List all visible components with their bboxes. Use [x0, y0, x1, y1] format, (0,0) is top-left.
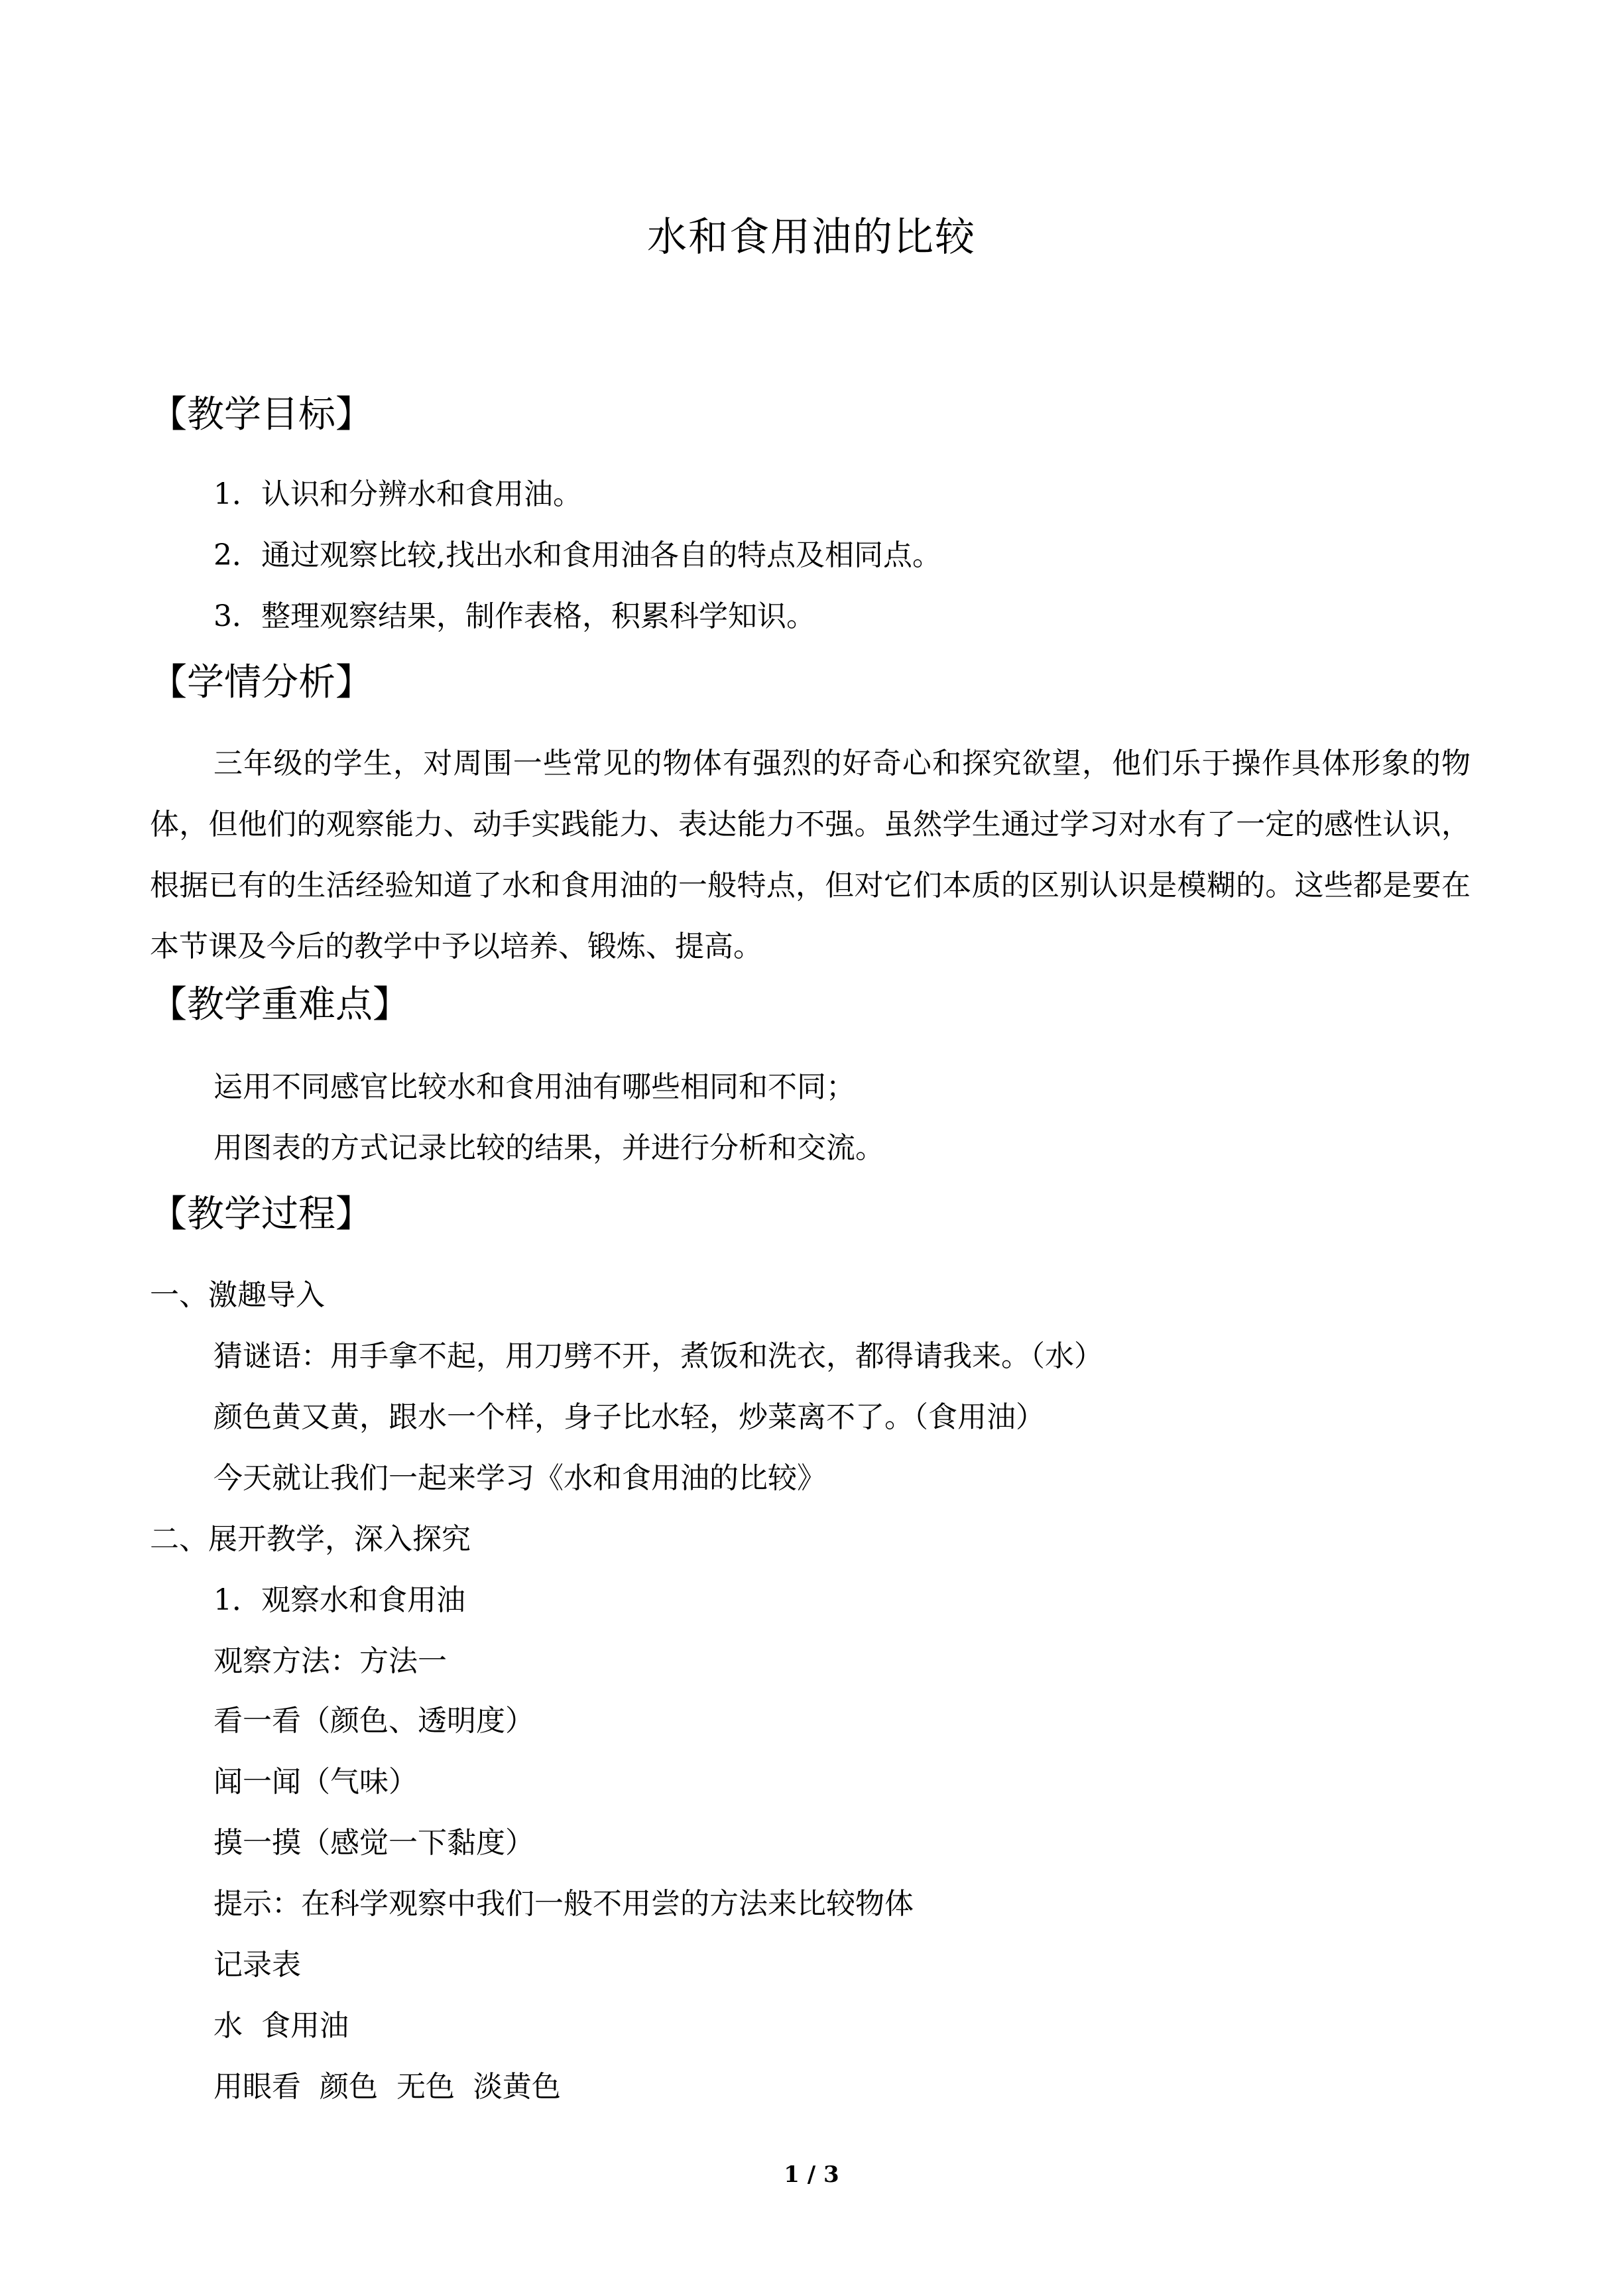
- part2-line-9: 用眼看 颜色 无色 淡黄色: [213, 2070, 561, 2104]
- document-title: 水和食用油的比较: [647, 214, 976, 261]
- analysis-heading: 【学情分析】: [150, 661, 373, 704]
- objective-item-1: 1．认识和分辨水和食用油。: [213, 477, 582, 511]
- part2-line-7: 记录表: [213, 1948, 301, 1982]
- analysis-paragraph: 三年级的学生，对周围一些常见的物体有强烈的好奇心和探究欲望，他们乐于操作具体形象的物体，但他们的观察能力、动手实践能力、表达能力不强。虽然学生通过学习对水有了一定的感性认识，根据已有的生活经验知道了水和食用油的一般特点，但对它们本质的区别认识是模糊的。这些都是要在本节课及今后的教学中予以培养、锻炼、提高。: [150, 747, 1471, 963]
- process-heading: 【教学过程】: [150, 1193, 373, 1236]
- key-point-item-1: 运用不同感官比较水和食用油有哪些相同和不同；: [213, 1070, 855, 1104]
- process-part1-heading: 一、激趣导入: [150, 1278, 325, 1312]
- riddle-water: 猜谜语：用手拿不起，用刀劈不开，煮饭和洗衣，都得请我来。（水）: [213, 1339, 1103, 1373]
- part2-line-4: 闻一闻（气味）: [213, 1765, 418, 1799]
- objective-item-2: 2．通过观察比较,找出水和食用油各自的特点及相同点。: [213, 538, 941, 572]
- part2-line-5: 摸一摸（感觉一下黏度）: [213, 1826, 534, 1860]
- key-points-heading: 【教学重难点】: [150, 983, 410, 1026]
- objective-item-3: 3．整理观察结果，制作表格，积累科学知识。: [213, 599, 815, 633]
- part2-line-2: 观察方法：方法一: [213, 1644, 447, 1678]
- key-point-item-2: 用图表的方式记录比较的结果，并进行分析和交流。: [213, 1131, 884, 1165]
- part2-line-8: 水 食用油: [213, 2009, 349, 2043]
- process-part2-heading: 二、展开教学，深入探究: [150, 1522, 471, 1556]
- intro-line: 今天就让我们一起来学习《水和食用油的比较》: [213, 1461, 826, 1495]
- part2-line-3: 看一看（颜色、透明度）: [213, 1704, 534, 1738]
- part2-line-1: 1．观察水和食用油: [213, 1583, 465, 1617]
- page-number: 1 / 3: [784, 2161, 839, 2188]
- riddle-oil: 颜色黄又黄，跟水一个样，身子比水轻，炒菜离不了。（食用油）: [213, 1400, 1045, 1434]
- objectives-heading: 【教学目标】: [150, 393, 373, 436]
- part2-line-6: 提示：在科学观察中我们一般不用尝的方法来比较物体: [213, 1887, 914, 1921]
